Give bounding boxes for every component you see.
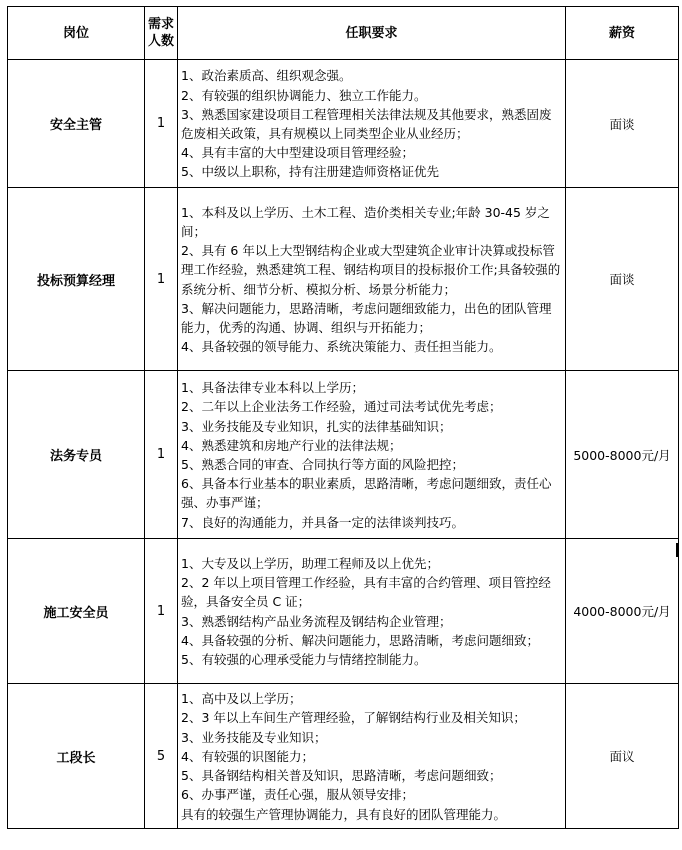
requirement-line: 1、高中及以上学历； [181, 691, 302, 707]
requirement-line: 6、办事严谨，责任心强，服从领导安排； [181, 787, 414, 803]
cell-count: 5 [145, 684, 178, 829]
cell-salary: 5000-8000元/月 [566, 371, 679, 539]
cell-position: 施工安全员 [8, 539, 145, 684]
header-position: 岗位 [8, 7, 145, 60]
requirement-line: 4、有较强的识图能力； [181, 748, 314, 764]
header-requirements: 任职要求 [178, 7, 566, 60]
cell-salary: 面议 [566, 684, 679, 829]
cell-position: 安全主管 [8, 60, 145, 188]
requirement-line: 2、2 年以上项目管理工作经验，具有丰富的合约管理、项目管控经验，具备安全员 C 证； [181, 575, 551, 610]
requirement-line: 3、业务技能及专业知识，扎实的法律基础知识； [181, 418, 452, 434]
cell-salary: 面谈 [566, 188, 679, 371]
table-row [8, 539, 679, 684]
cell-requirements [178, 539, 566, 684]
requirement-line: 1、大专及以上学历，助理工程师及以上优先； [181, 555, 439, 571]
requirement-line: 1、本科及以上学历、土木工程、造价类相关专业;年龄 30-45 岁之间； [181, 204, 550, 239]
header-count [145, 7, 178, 60]
requirement-line: 4、具备较强的分析、解决问题能力，思路清晰，考虑问题细致； [181, 632, 539, 648]
requirement-line: 5、具备钢结构相关普及知识，思路清晰，考虑问题细致； [181, 768, 502, 784]
cell-position: 法务专员 [8, 371, 145, 539]
requirement-line: 2、二年以上企业法务工作经验，通过司法考试优先考虑； [181, 399, 502, 415]
requirement-line: 6、具备本行业基本的职业素质，思路清晰，考虑问题细致，责任心强、办事严谨； [181, 476, 552, 511]
requirement-line: 3、解决问题能力，思路清晰，考虑问题细致能力，出色的团队管理能力，优秀的沟通、协调、组织与开拓能力； [181, 300, 552, 335]
requirement-line: 5、有较强的心理承受能力与情绪控制能力。 [181, 651, 427, 667]
table-header-row [8, 7, 679, 60]
requirement-line: 1、政治素质高、组织观念强。 [181, 68, 352, 84]
cell-requirements [178, 60, 566, 188]
requirement-line: 具有的较强生产管理协调能力，具有良好的团队管理能力。 [181, 806, 507, 822]
table-row [8, 684, 679, 829]
cell-requirements [178, 684, 566, 829]
requirement-line: 4、熟悉建筑和房地产行业的法律法规； [181, 437, 402, 453]
cell-salary: 面谈 [566, 60, 679, 188]
cell-count: 1 [145, 371, 178, 539]
requirement-line: 4、具有丰富的大中型建设项目管理经验； [181, 145, 414, 161]
recruitment-table [7, 6, 679, 829]
table-row [8, 188, 679, 371]
requirement-line: 2、具有 6 年以上大型钢结构企业或大型建筑企业审计决算或投标管理工作经验，熟悉建筑工程、钢结构项目的投标报价工作;具备较强的系统分析、细节分析、模拟分析、场景分析能力； [181, 243, 561, 297]
cell-requirements [178, 188, 566, 371]
requirement-line: 3、熟悉国家建设项目工程管理相关法律法规及其他要求，熟悉固废危废相关政策，具有规模以上同类型企业从业经历； [181, 106, 552, 141]
requirement-line: 5、中级以上职称，持有注册建造师资格证优先 [181, 164, 439, 180]
requirement-line: 5、熟悉合同的审查、合同执行等方面的风险把控； [181, 457, 464, 472]
requirement-line: 1、具备法律专业本科以上学历； [181, 380, 364, 396]
cell-requirements [178, 371, 566, 539]
header-count-label: 需求人数 [147, 17, 174, 49]
cell-position: 投标预算经理 [8, 188, 145, 371]
cell-count: 1 [145, 60, 178, 188]
cell-count: 1 [145, 188, 178, 371]
requirement-line: 3、业务技能及专业知识； [181, 729, 327, 745]
requirement-line: 2、有较强的组织协调能力、独立工作能力。 [181, 87, 427, 103]
table-row [8, 60, 679, 188]
cell-count: 1 [145, 539, 178, 684]
requirement-line: 3、熟悉钢结构产品业务流程及钢结构企业管理； [181, 613, 452, 629]
requirement-line: 7、良好的沟通能力，并具备一定的法律谈判技巧。 [181, 514, 464, 530]
table-row [8, 371, 679, 539]
cell-position: 工段长 [8, 684, 145, 829]
cell-salary: 4000-8000元/月 [566, 539, 679, 684]
header-salary: 薪资 [566, 7, 679, 60]
requirement-line: 4、具备较强的领导能力、系统决策能力、责任担当能力。 [181, 339, 502, 355]
requirement-line: 2、3 年以上车间生产管理经验，了解钢结构行业及相关知识； [181, 710, 526, 726]
edge-mark [676, 543, 679, 557]
